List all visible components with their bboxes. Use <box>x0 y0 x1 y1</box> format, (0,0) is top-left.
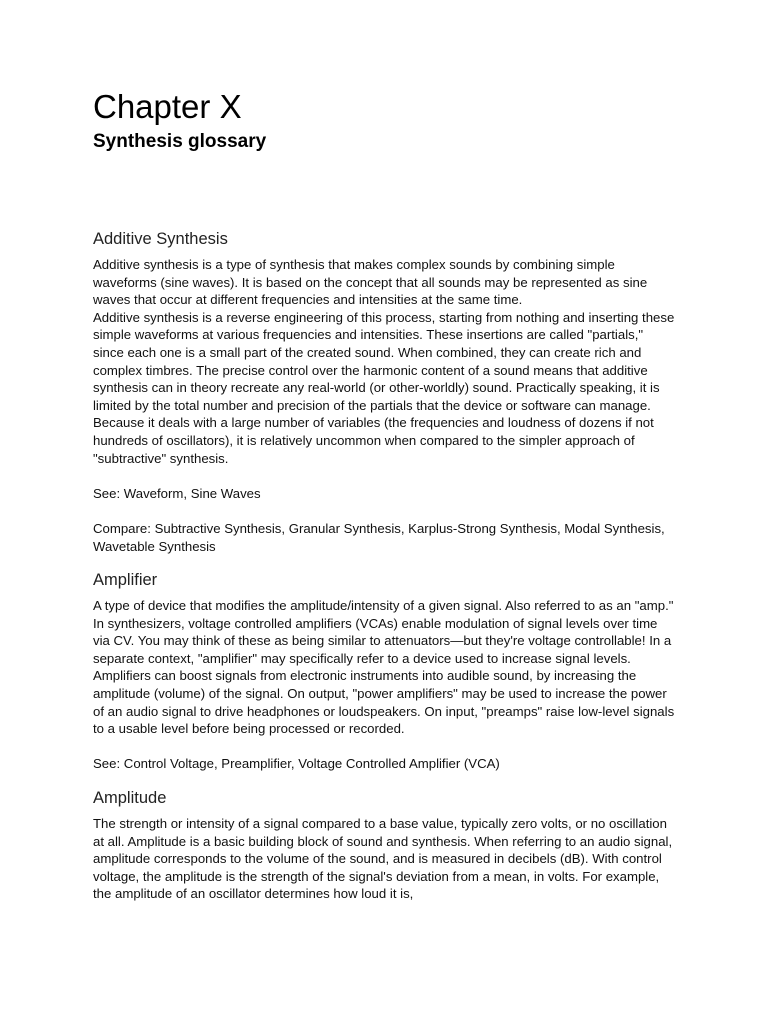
chapter-subtitle: Synthesis glossary <box>93 131 267 152</box>
glossary-entry-amplifier <box>93 569 676 773</box>
entry-paragraph: Additive synthesis is a type of synthesis that makes complex sounds by combining simple waveforms (sine waves). It is based on the concept that all sounds may be represented as sine waves that occur at different frequencies and intensities at the same time. <box>93 257 648 308</box>
entry-compare: Compare: Subtractive Synthesis, Granular Synthesis, Karplus-Strong Synthesis, Modal Synthesis, Wavetable Synthesis <box>93 520 665 554</box>
glossary-entries <box>93 228 676 903</box>
entry-term: Amplifier <box>93 571 158 590</box>
chapter-title: Chapter X <box>93 88 242 125</box>
entry-term: Additive Synthesis <box>93 230 228 248</box>
glossary-entry-amplitude <box>93 787 676 903</box>
entry-paragraph: A type of device that modifies the amplitude/intensity of a given signal. Also referred to as an "amp." In synthesizers, voltage controlled amplifiers (VCAs) enable modulation of signal levels over time via CV. You may think of these as being similar to attenuators—but they're voltage controllable! In a separate context, "amplifier" may specifically refer to a device used to increase signal levels. Amplifiers can boost signals from electronic instruments into audible sound, by increasing the amplitude (volume) of the signal. On output, "power amplifiers" may be used to increase the power of an audio signal to drive headphones or loudspeakers. On input, "preamps" raise low-level signals to a usable level before being processed or recorded. <box>93 598 675 737</box>
entry-see-also: See: Control Voltage, Preamplifier, Voltage Controlled Amplifier (VCA) <box>93 756 500 772</box>
entry-term: Amplitude <box>93 789 167 808</box>
glossary-entry-additive-synthesis <box>93 228 676 555</box>
entry-see-also: See: Waveform, Sine Waves <box>93 485 261 501</box>
entry-paragraph: The strength or intensity of a signal compared to a base value, typically zero volts, or no oscillation at all. Amplitude is a basic building block of sound and synthesis. When referring to an audio signal, amplitude corresponds to the volume of the sound, and is measured in decibels (dB). With control voltage, the amplitude is the strength of the signal's deviation from a mean, in volts. For example, the amplitude of an oscillator determines how loud it is, <box>93 816 673 902</box>
entry-paragraph: Additive synthesis is a reverse engineering of this process, starting from nothing and inserting these simple waveforms at various frequencies and intensities. These insertions are called "partials," since each one is a small part of the created sound. When combined, they can create rich and complex timbres. The precise control over the harmonic content of a sound means that additive synthesis can in theory recreate any real-world (or other-worldly) sound. Practically speaking, it is limited by the total number and precision of the partials that the device or software can manage. Because it deals with a large number of variables (the frequencies and loudness of dozens if not hundreds of oscillators), it is relatively uncommon when compared to the simpler approach of "subtractive" synthesis. <box>93 309 675 466</box>
